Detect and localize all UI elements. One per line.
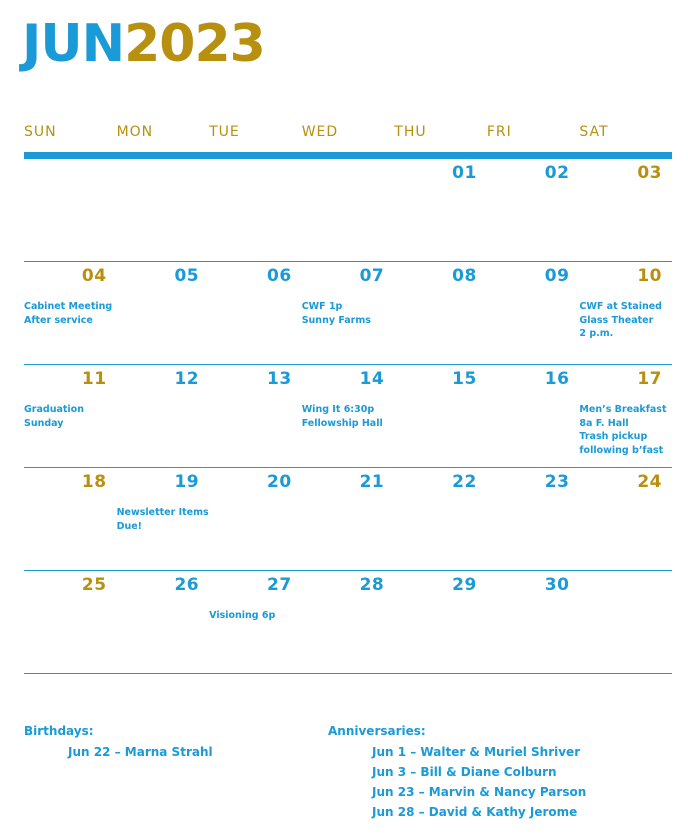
event-line: Cabinet Meeting bbox=[24, 301, 113, 312]
event-line: following b’fast bbox=[579, 444, 664, 456]
event-line: 8a F. Hall bbox=[579, 417, 629, 429]
event-line: Newsletter Items bbox=[116, 507, 209, 518]
anniversary-item: Jun 28 – David & Kathy Jerome bbox=[372, 805, 578, 819]
weekday-label: TUE bbox=[209, 124, 240, 140]
calendar-week-row bbox=[24, 571, 672, 674]
day-number: 04 bbox=[81, 266, 107, 286]
weekday-label: FRI bbox=[486, 124, 512, 140]
calendar-day-cell bbox=[394, 262, 487, 364]
weekday-label: WED bbox=[301, 124, 339, 140]
calendar-day-cell bbox=[209, 365, 302, 467]
anniversaries-heading: Anniversaries: bbox=[328, 724, 426, 738]
title-year: 2023 bbox=[124, 14, 265, 74]
calendar-day-cell bbox=[394, 365, 487, 467]
calendar-day-cell bbox=[117, 159, 210, 261]
calendar-day-cell bbox=[487, 468, 580, 570]
day-event bbox=[579, 300, 688, 341]
day-number: 16 bbox=[544, 369, 570, 389]
birthday-item: Jun 22 – Marna Strahl bbox=[68, 745, 213, 759]
calendar-day-cell bbox=[579, 365, 672, 467]
day-number: 18 bbox=[81, 472, 107, 492]
calendar-day-cell bbox=[302, 468, 395, 570]
anniversary-item: Jun 23 – Marvin & Nancy Parson bbox=[372, 785, 587, 799]
day-number: 21 bbox=[359, 472, 385, 492]
day-number: 23 bbox=[544, 472, 570, 492]
day-number: 08 bbox=[452, 266, 477, 286]
calendar-day-cell bbox=[394, 159, 487, 261]
day-number: 26 bbox=[174, 575, 200, 595]
event-line: Trash pickup bbox=[579, 431, 648, 442]
day-number: 19 bbox=[174, 472, 200, 492]
event-line: 2 p.m. bbox=[579, 328, 614, 339]
day-number: 13 bbox=[267, 369, 292, 389]
calendar-day-cell bbox=[209, 159, 302, 261]
weekday-header bbox=[24, 124, 672, 144]
birthdays-heading: Birthdays: bbox=[24, 724, 94, 738]
weekday-label: THU bbox=[394, 124, 427, 140]
day-number: 20 bbox=[267, 472, 292, 492]
calendar-day-cell bbox=[24, 262, 117, 364]
day-number: 09 bbox=[544, 266, 570, 286]
weekday-label: MON bbox=[116, 124, 154, 140]
day-number: 11 bbox=[81, 369, 107, 389]
calendar-day-cell bbox=[24, 159, 117, 261]
anniversary-item: Jun 3 – Bill & Diane Colburn bbox=[372, 765, 557, 779]
event-line: Men’s Breakfast bbox=[579, 404, 667, 415]
calendar-grid bbox=[24, 159, 672, 674]
day-number: 15 bbox=[452, 369, 477, 389]
title-month: JUN bbox=[22, 14, 125, 74]
calendar-week-row bbox=[24, 159, 672, 262]
calendar-day-cell bbox=[394, 571, 487, 673]
day-number: 25 bbox=[81, 575, 107, 595]
day-number: 24 bbox=[637, 472, 662, 492]
calendar-day-cell bbox=[302, 159, 395, 261]
event-line: Sunny Farms bbox=[301, 314, 371, 326]
calendar-day-cell bbox=[579, 262, 672, 364]
day-number: 06 bbox=[267, 266, 292, 286]
day-number: 14 bbox=[359, 369, 385, 389]
event-line: CWF 1p bbox=[301, 301, 343, 312]
event-line: Due! bbox=[116, 520, 142, 532]
event-line: After service bbox=[24, 314, 93, 326]
calendar-day-cell bbox=[117, 468, 210, 570]
calendar-day-cell bbox=[24, 571, 117, 673]
day-number: 02 bbox=[544, 163, 570, 183]
event-line: Sunday bbox=[24, 417, 64, 429]
calendar-week-row bbox=[24, 262, 672, 365]
day-number: 07 bbox=[359, 266, 385, 286]
event-line: Glass Theater bbox=[579, 314, 654, 326]
weekday-label: SAT bbox=[579, 124, 609, 140]
calendar-day-cell bbox=[487, 571, 580, 673]
day-number: 22 bbox=[452, 472, 477, 492]
day-number: 01 bbox=[452, 163, 477, 183]
day-number: 27 bbox=[267, 575, 292, 595]
calendar-day-cell bbox=[487, 159, 580, 261]
day-number: 17 bbox=[637, 369, 662, 389]
day-number: 30 bbox=[544, 575, 570, 595]
calendar-day-cell bbox=[24, 365, 117, 467]
event-line: Wing It 6:30p bbox=[301, 404, 375, 415]
calendar-day-cell bbox=[394, 468, 487, 570]
calendar-title bbox=[22, 12, 265, 76]
event-line: CWF at Stained bbox=[579, 301, 662, 312]
day-number: 12 bbox=[174, 369, 200, 389]
day-event bbox=[579, 403, 688, 457]
calendar-week-row bbox=[24, 365, 672, 468]
day-number: 28 bbox=[359, 575, 385, 595]
weekday-label: SUN bbox=[24, 124, 57, 140]
calendar-day-cell bbox=[209, 571, 302, 673]
calendar-day-cell bbox=[487, 262, 580, 364]
calendar-day-cell bbox=[209, 468, 302, 570]
anniversary-item: Jun 1 – Walter & Muriel Shriver bbox=[372, 745, 581, 759]
event-line: Graduation bbox=[24, 404, 84, 415]
calendar-day-cell bbox=[302, 262, 395, 364]
day-number: 29 bbox=[452, 575, 477, 595]
day-number: 05 bbox=[174, 266, 200, 286]
calendar-day-cell bbox=[579, 571, 672, 673]
calendar-day-cell bbox=[487, 365, 580, 467]
event-line: Visioning 6p bbox=[209, 610, 276, 621]
day-number: 10 bbox=[637, 266, 662, 286]
calendar-day-cell bbox=[302, 571, 395, 673]
calendar-day-cell bbox=[209, 262, 302, 364]
calendar-day-cell bbox=[302, 365, 395, 467]
calendar-day-cell bbox=[579, 159, 672, 261]
calendar-day-cell bbox=[117, 571, 210, 673]
calendar-day-cell bbox=[24, 468, 117, 570]
calendar-week-row bbox=[24, 468, 672, 571]
calendar-day-cell bbox=[579, 468, 672, 570]
header-divider-bar bbox=[24, 152, 672, 159]
calendar-day-cell bbox=[117, 262, 210, 364]
day-number: 03 bbox=[637, 163, 662, 183]
event-line: Fellowship Hall bbox=[301, 417, 383, 429]
calendar-day-cell bbox=[117, 365, 210, 467]
